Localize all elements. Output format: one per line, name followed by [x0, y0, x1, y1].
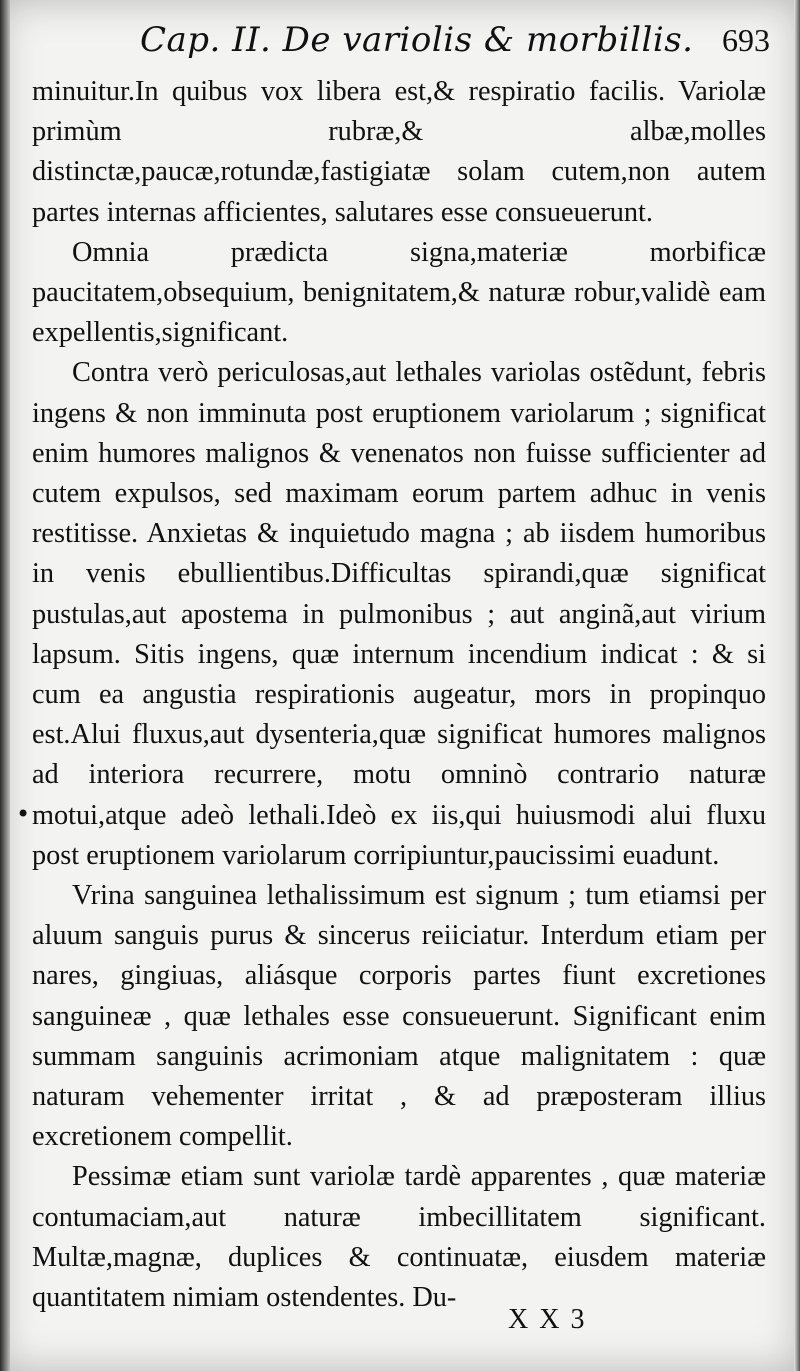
page-edge-shadow	[794, 0, 800, 1371]
page-header	[140, 20, 770, 70]
page-gutter-shadow	[0, 0, 10, 1371]
paragraph-3: Contra verò periculosas,aut lethales variolas ostẽdunt, febris ingens & non imminuta post eruptionem variolarum ; significat enim humores malignos & venenatos non fuisse sufficienter ad cutem expulsos, sed maximam eorum partem adhuc in venis restitisse. Anxietas & inquietudo magna ; ab iisdem humoribus in venis ebullientibus.Difficultas spirandi,quæ significat pustulas,aut apostema in pulmonibus ; aut anginã,aut virium lapsum. Sitis ingens, quæ internum incendium indicat : & si cum ea angustia respirationis augeatur, mors in propinquo est.Alui fluxus,aut dysenteria,quæ significat humores malignos ad interiora recurrere, motu omninò contrario naturæ motui,atque adeò lethali.Ideò ex iis,qui huiusmodi alui fluxu post eruptionem variolarum corripiuntur,paucissimi euadunt.	[32, 357, 766, 871]
page-number: 693	[722, 22, 770, 58]
paragraph-1: minuitur.In quibus vox libera est,& respiratio facilis. Variolæ primùm rubræ,& albæ,molles distinctæ,paucæ,rotundæ,fastigiatæ solam cutem,non autem partes internas afficientes, salutares esse consueuerunt.	[32, 76, 766, 228]
body-text	[32, 72, 766, 1318]
paragraph-4: Vrina sanguinea lethalissimum est signum ; tum etiamsi per aluum sanguis purus & sincerus reiiciatur. Interdum etiam per nares, gingiuas, aliásque corporis partes fiunt excretiones sanguineæ , quæ lethales esse consueuerunt. Significant enim summam sanguinis acrimoniam atque malignitatem : quæ naturam vehementer irritat , & ad præposteram illius excretionem compellit.	[32, 880, 766, 1153]
paragraph-5: Pessimæ etiam sunt variolæ tardè apparentes , quæ materiæ contumaciam,aut naturæ imbecillitatem significant. Multæ,magnæ, duplices & continuatæ, eiusdem materiæ quantitatem nimiam ostendentes. Du-	[32, 1161, 766, 1314]
signature-mark: X X 3	[508, 1304, 587, 1335]
running-head: Cap. II. De variolis & morbillis.	[140, 20, 694, 60]
paragraph-2: Omnia prædicta signa,materiæ morbificæ paucitatem,obsequium, benignitatem,& naturæ robur,validè eam expellentis,significant.	[32, 236, 766, 349]
margin-mark: •	[16, 800, 31, 828]
